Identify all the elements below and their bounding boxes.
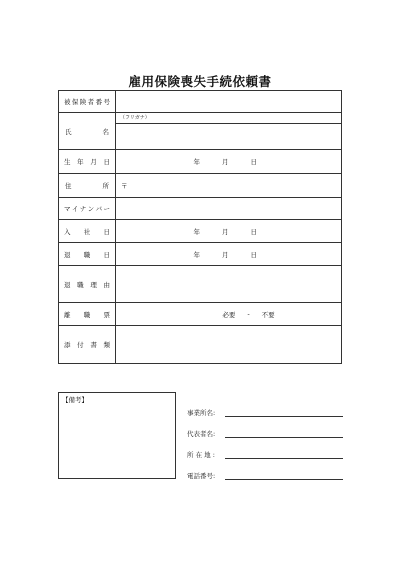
form-row-join-date [59,220,342,243]
my-number-field[interactable] [116,198,342,220]
retire-date-field[interactable]: 年 月 日 [116,243,342,266]
form-row-insured-number [59,91,342,113]
form-row-attachments [59,326,342,364]
form-row-separation-slip [59,303,342,326]
company-label: 事業所名: [187,409,216,417]
field-label: 氏 名 [65,127,109,136]
join-date-field[interactable]: 年 月 日 [116,220,342,243]
form-row-my-number [59,198,342,220]
phone-line[interactable] [225,467,343,480]
remarks-label: 【備考】 [62,396,88,404]
company-label: 所 在 地 : [187,451,215,459]
form-row-address [59,174,342,198]
representative-line[interactable] [225,425,343,438]
request-form-table [58,90,342,364]
form-row-retire-date [59,243,342,266]
form-row-name [59,113,342,150]
separation-slip-field [116,303,342,326]
insured-number-field[interactable] [116,91,342,113]
form-row-birthdate [59,150,342,174]
field-label: 退 職 日 [64,250,110,259]
field-label: 退 職 理 由 [64,280,110,289]
form-row-retire-reason [59,266,342,303]
field-label: 住 所 [65,182,109,190]
field-label: マ イ ナ ン バ ー [64,205,110,213]
company-row-office-name [187,396,343,417]
furigana-label: （フリガナ） [116,113,341,124]
field-label: 入 社 日 [64,227,110,236]
retire-reason-field[interactable] [116,266,342,303]
field-label: 添 付 書 類 [64,341,110,349]
company-row-phone [187,459,343,480]
attachments-field[interactable] [116,326,342,364]
name-field[interactable] [116,113,342,150]
field-label: 生 年 月 日 [64,158,110,166]
company-row-representative [187,417,343,438]
company-label: 電話番号: [187,472,216,480]
office-name-line[interactable] [225,404,343,417]
company-info [187,396,343,480]
birthdate-field[interactable]: 年 月 日 [116,150,342,174]
choice-required[interactable]: 必要 [222,310,236,319]
postal-mark: 〒 [121,182,128,190]
company-address-line[interactable] [225,446,343,459]
choice-not-required[interactable]: 不要 [261,310,275,319]
remarks-box[interactable] [58,392,176,479]
field-label: 被 保 険 者 番 号 [64,98,110,106]
company-row-address [187,438,343,459]
choice-separator: - [247,309,250,318]
field-label: 離 職 票 [64,310,110,319]
company-label: 代表者名: [187,430,216,438]
address-field[interactable] [116,174,342,198]
document-title: 雇用保険喪失手続依頼書 [128,74,272,89]
